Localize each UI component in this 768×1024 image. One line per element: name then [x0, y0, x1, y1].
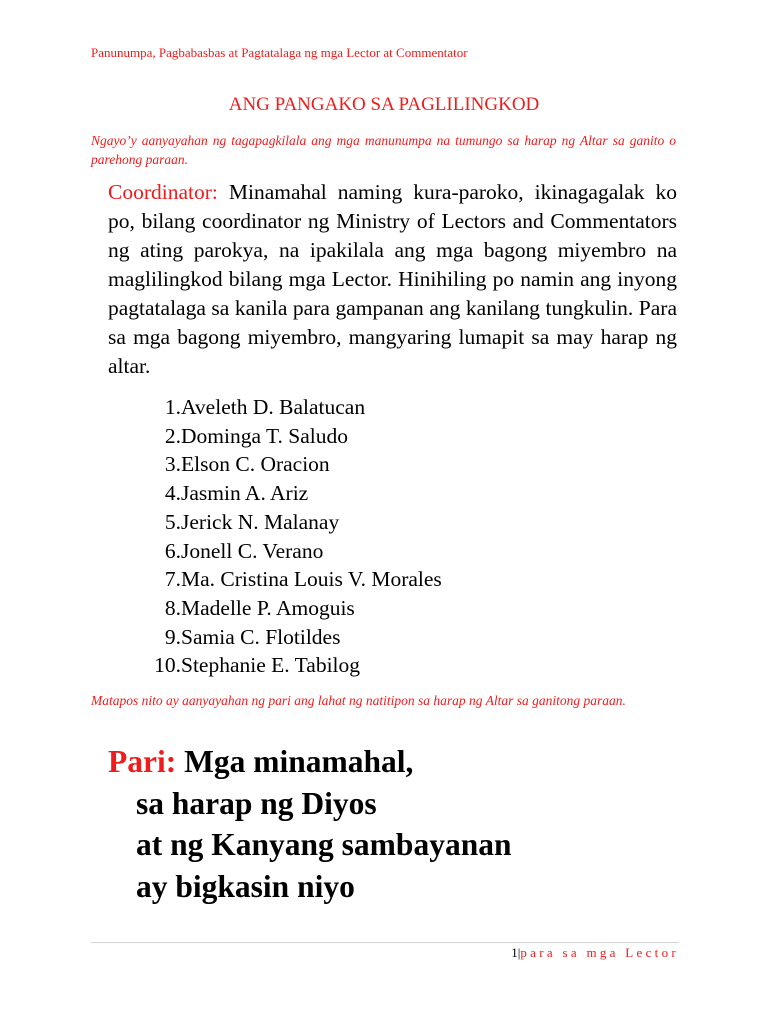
list-item [146, 450, 442, 479]
list-item [146, 651, 442, 680]
member-name: Aveleth D. Balatucan [181, 395, 366, 419]
list-item [146, 508, 442, 537]
page-number: 1 [511, 945, 518, 960]
member-name: Jasmin A. Ariz [181, 481, 309, 506]
member-name: Stephanie E. Tabilog [181, 653, 361, 678]
list-item [146, 537, 442, 566]
pari-line: ay bigkasin niyo [136, 868, 355, 904]
member-list [146, 393, 442, 680]
member-name: Samia C. Flotildes [181, 624, 341, 649]
list-number: 4. [164, 481, 181, 506]
list-item [146, 623, 442, 652]
page-footer [511, 945, 679, 961]
page-header: Panunumpa, Pagbabasbas at Pagtatalaga ng mga Lector at Commentator [91, 45, 468, 60]
list-number: 1. [164, 395, 181, 419]
list-number: 9. [164, 624, 181, 649]
footer-divider [91, 942, 679, 943]
member-name: Ma. Cristina Louis V. Morales [181, 567, 442, 592]
list-number: 6. [164, 538, 181, 563]
pari-text: Mga minamahal, [176, 744, 414, 779]
pari-block [108, 741, 511, 907]
instruction-1: Ngayo’y aanyayahan ng tagapagkilala ang mga manunumpa na tumungo sa harap ng Altar sa ganito o parehong paraan. [91, 133, 676, 167]
list-number: 7. [164, 567, 181, 592]
list-item [146, 479, 442, 508]
coordinator-label: Coordinator: [108, 180, 218, 204]
list-number: 2. [164, 423, 181, 448]
member-name: Dominga T. Saludo [181, 423, 349, 448]
list-item [146, 565, 442, 594]
coordinator-text: Minamahal naming kura-paroko, ikinagagalak ko po, bilang coordinator ng Ministry of Lectors and Commentators ng ating parokya, na ipakilala ang mga bagong miyembro na maglilingkod bilang mga Lector. Hinihiling po namin ang inyong pagtatalaga sa kanila para gampanan ang kanilang tungkulin. Para sa mga bagong miyembro, mangyaring lumapit sa may harap ng altar. [108, 180, 677, 378]
list-item [146, 393, 442, 422]
footer-text: para sa mga Lector [520, 945, 679, 960]
instruction-2: Matapos nito ay aanyayahan ng pari ang lahat ng natitipon sa harap ng Altar sa ganitong paraan. [91, 693, 626, 708]
pari-label: Pari: [108, 744, 177, 779]
list-number: 3. [164, 452, 181, 477]
pari-line: sa harap ng Diyos [136, 785, 377, 821]
list-number: 10. [154, 653, 181, 678]
list-item [146, 422, 442, 451]
list-number: 8. [164, 595, 181, 620]
coordinator-paragraph [108, 178, 677, 381]
list-item [146, 594, 442, 623]
pari-line: at ng Kanyang sambayanan [136, 827, 512, 862]
document-title: ANG PANGAKO SA PAGLILINGKOD [228, 94, 540, 115]
member-name: Jerick N. Malanay [181, 509, 340, 534]
list-number: 5. [164, 509, 181, 534]
footer-separator: | [517, 945, 521, 960]
member-name: Madelle P. Amoguis [181, 595, 355, 620]
member-name: Jonell C. Verano [181, 538, 324, 563]
pari-line [108, 741, 511, 783]
member-name: Elson C. Oracion [181, 452, 330, 477]
